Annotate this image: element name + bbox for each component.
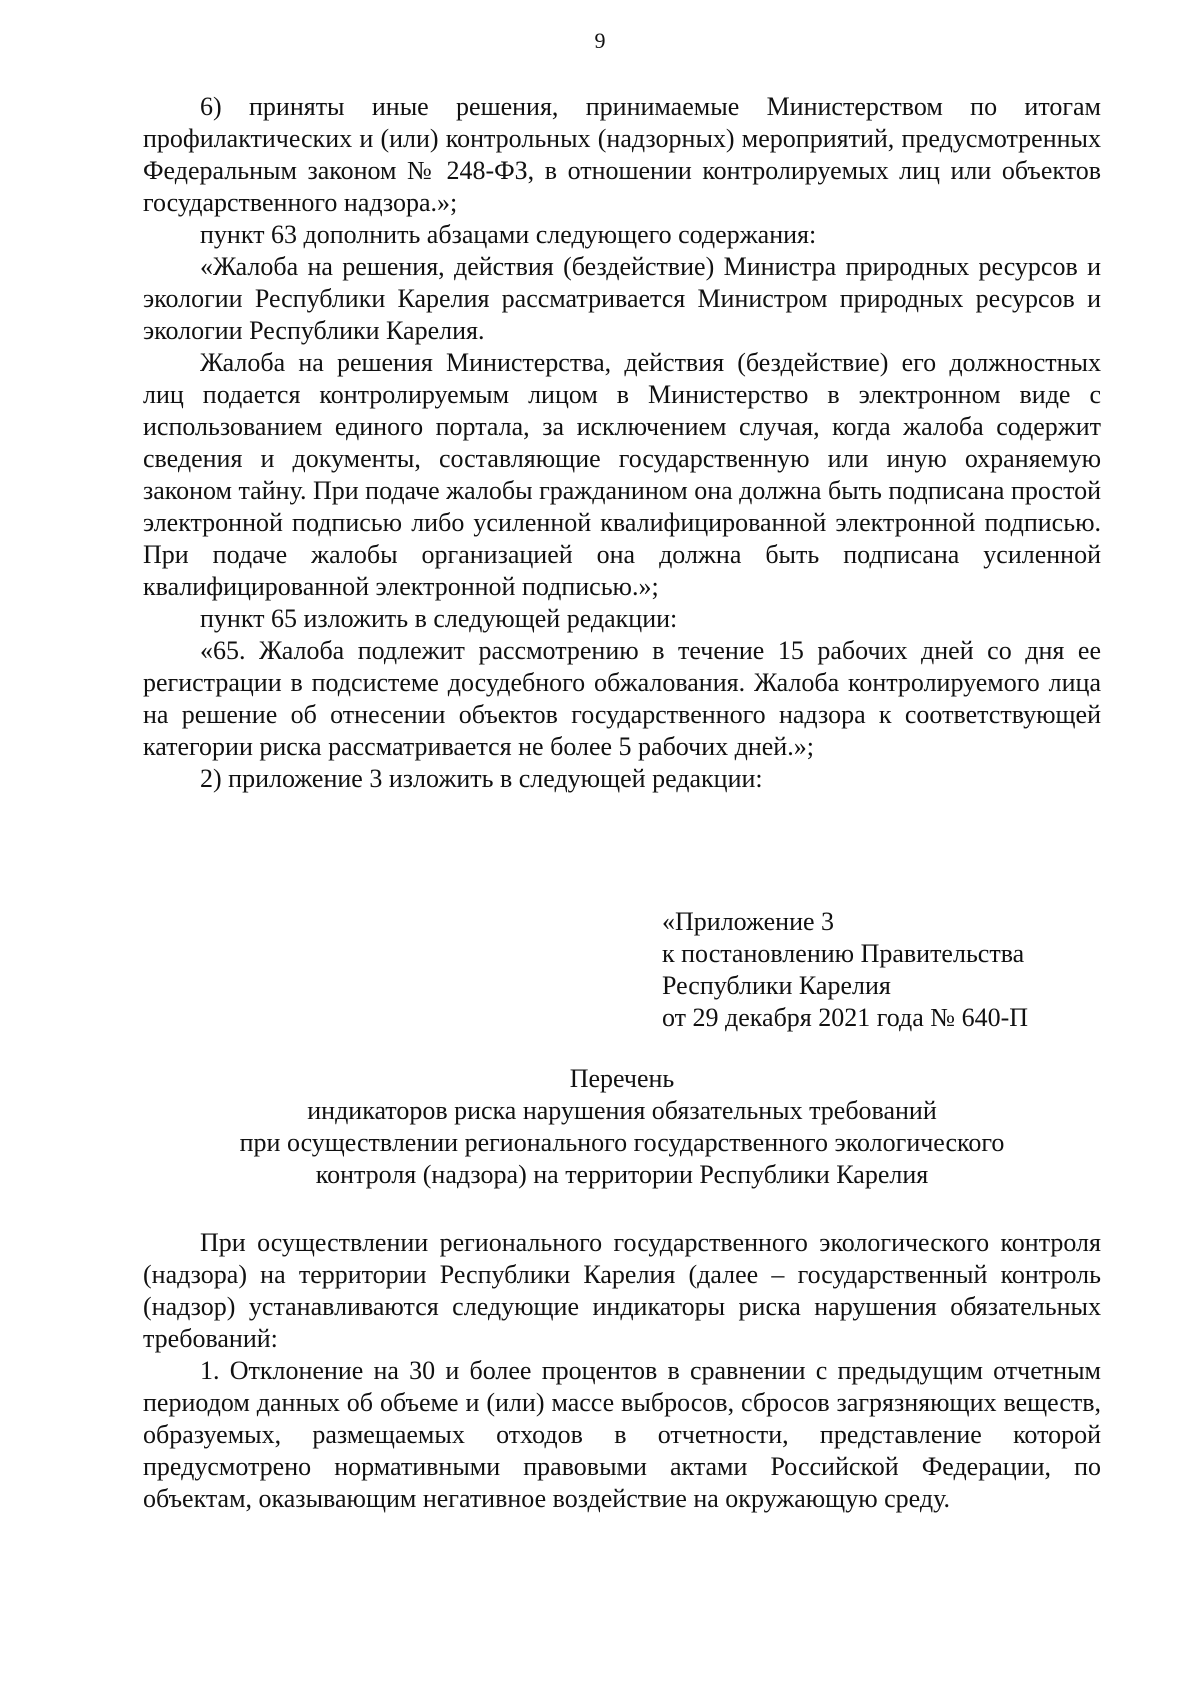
title-line: при осуществлении регионального государственного экологического [239, 1128, 1005, 1157]
appendix-line: Республики Карелия [662, 971, 891, 1000]
paragraph: «65. Жалоба подлежит рассмотрению в течение 15 рабочих дней со дня ее регистрации в подсистеме досудебного обжалования. Жалоба контролируемого лица на решение об отнесении объектов государственного надзора к соответствующей категории риска рассматривается не более 5 рабочих дней.»; [143, 636, 1101, 761]
document-title [143, 1063, 1101, 1191]
appendix-line: к постановлению Правительства [662, 939, 1025, 968]
appendix-header [662, 906, 1102, 1034]
body-text-top [143, 91, 1101, 795]
paragraph: Жалоба на решения Министерства, действия (бездействие) его должностных лиц подается контролируемым лицом в Министерство в электронном виде с использованием единого портала, за исключением случая, когда жалоба содержит сведения и документы, составляющие государственную или иную охраняемую законом тайну. При подаче жалобы гражданином она должна быть подписана простой электронной подписью либо усиленной квалифицированной электронной подписью. При подаче жалобы организацией она должна быть подписана усиленной квалифицированной электронной подписью.»; [143, 348, 1101, 601]
paragraph: «Жалоба на решения, действия (бездействие) Министра природных ресурсов и экологии Республики Карелия рассматривается Министром природных ресурсов и экологии Республики Карелия. [143, 252, 1101, 345]
page-number: 9 [594, 28, 606, 53]
paragraph: пункт 63 дополнить абзацами следующего содержания: [200, 220, 817, 249]
paragraph: При осуществлении регионального государственного экологического контроля (надзора) на территории Республики Карелия (далее – государственный контроль (надзор) устанавливаются следующие индикаторы риска нарушения обязательных требований: [143, 1228, 1101, 1353]
appendix-line: «Приложение 3 [662, 907, 835, 936]
paragraph: 6) приняты иные решения, принимаемые Министерством по итогам профилактических и (или) контрольных (надзорных) мероприятий, предусмотренных Федеральным законом № 248-ФЗ, в отношении контролируемых лиц или объектов государственного надзора.»; [143, 92, 1101, 217]
paragraph: 1. Отклонение на 30 и более процентов в сравнении с предыдущим отчетным периодом данных об объеме и (или) массе выбросов, сбросов загрязняющих веществ, образуемых, размещаемых отходов в отчетности, представление которой предусмотрено нормативными правовыми актами Российской Федерации, по объектам, оказывающим негативное воздействие на окружающую среду. [143, 1356, 1101, 1513]
title-line: Перечень [569, 1064, 675, 1093]
title-line: индикаторов риска нарушения обязательных требований [307, 1096, 937, 1125]
appendix-line: от 29 декабря 2021 года № 640-П [662, 1003, 1029, 1032]
paragraph: пункт 65 изложить в следующей редакции: [200, 604, 678, 633]
body-text-bottom [143, 1227, 1101, 1515]
title-line: контроля (надзора) на территории Республики Карелия [315, 1160, 929, 1189]
paragraph: 2) приложение 3 изложить в следующей редакции: [200, 764, 763, 793]
